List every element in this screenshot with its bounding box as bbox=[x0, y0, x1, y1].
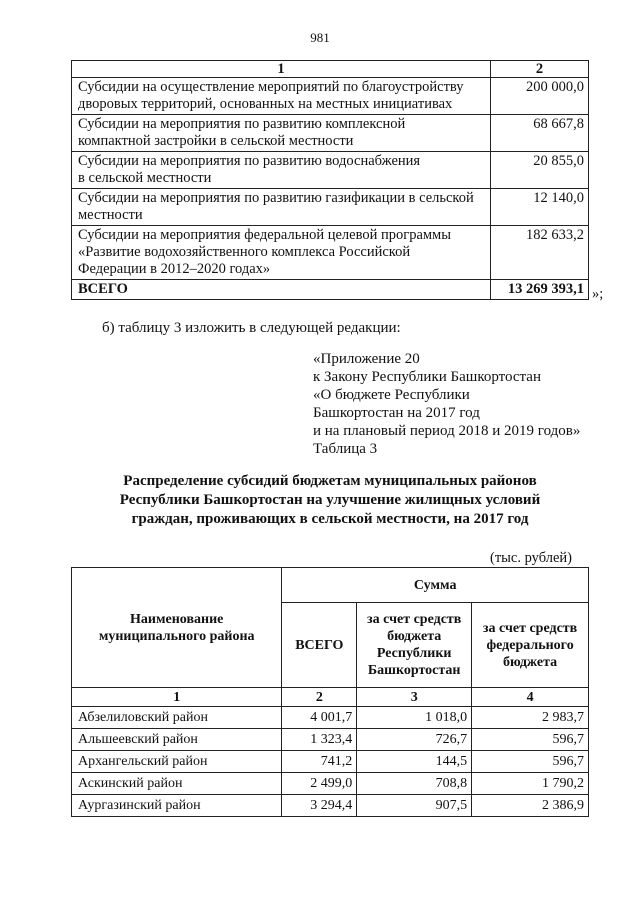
total-amount: 3 294,4 bbox=[282, 795, 357, 817]
total-row bbox=[72, 280, 589, 300]
total-amount: 4 001,7 bbox=[282, 707, 357, 729]
districts-table bbox=[71, 567, 589, 817]
column-numbers-row bbox=[72, 688, 589, 707]
closing-quote: »; bbox=[592, 286, 604, 302]
appendix-block bbox=[313, 350, 580, 458]
table-row bbox=[72, 795, 589, 817]
appendix-line: «Приложение 20 bbox=[313, 351, 420, 367]
subsidies-table bbox=[71, 60, 589, 300]
regional-amount: 907,5 bbox=[357, 795, 472, 817]
total-value: 13 269 393,1 bbox=[491, 280, 589, 300]
table-row bbox=[72, 189, 589, 226]
table-row bbox=[72, 729, 589, 751]
total-label: ВСЕГО bbox=[72, 280, 491, 300]
row-value: 182 633,2 bbox=[491, 226, 589, 280]
row-value: 20 855,0 bbox=[491, 152, 589, 189]
page-number: 981 bbox=[310, 30, 330, 45]
header-total: ВСЕГО bbox=[282, 603, 357, 688]
column-number-3: 3 bbox=[357, 688, 472, 707]
table-row bbox=[72, 152, 589, 189]
column-number-1: 1 bbox=[72, 61, 491, 78]
table-heading bbox=[80, 472, 580, 529]
header-sum: Сумма bbox=[282, 568, 589, 603]
table-row bbox=[72, 773, 589, 795]
amendment-paragraph: б) таблицу 3 изложить в следующей редакции: bbox=[102, 320, 401, 336]
regional-amount: 144,5 bbox=[357, 751, 472, 773]
row-name: Субсидии на мероприятия по развитию комплексной компактной застройки в сельской местности bbox=[72, 115, 491, 152]
table-row bbox=[72, 707, 589, 729]
table-row bbox=[72, 226, 589, 280]
header-district-name: Наименование муниципального района bbox=[72, 568, 282, 688]
district-name: Абзелиловский район bbox=[72, 707, 282, 729]
regional-amount: 708,8 bbox=[357, 773, 472, 795]
table-label: Таблица 3 bbox=[313, 441, 378, 457]
federal-amount: 596,7 bbox=[472, 729, 589, 751]
regional-amount: 1 018,0 bbox=[357, 707, 472, 729]
appendix-line: Башкортостан на 2017 год bbox=[313, 405, 480, 421]
appendix-line: и на плановый период 2018 и 2019 годов» bbox=[313, 423, 581, 439]
row-value: 12 140,0 bbox=[491, 189, 589, 226]
regional-amount: 726,7 bbox=[357, 729, 472, 751]
district-name: Аургазинский район bbox=[72, 795, 282, 817]
table-row bbox=[72, 78, 589, 115]
federal-amount: 2 386,9 bbox=[472, 795, 589, 817]
district-name: Архангельский район bbox=[72, 751, 282, 773]
row-name: Субсидии на мероприятия по развитию газификации в сельской местности bbox=[72, 189, 491, 226]
federal-amount: 1 790,2 bbox=[472, 773, 589, 795]
row-name: Субсидии на мероприятия по развитию водоснабжения в сельской местности bbox=[72, 152, 491, 189]
appendix-line: «О бюджете Республики bbox=[313, 387, 470, 403]
appendix-line: к Закону Республики Башкортостан bbox=[313, 369, 541, 385]
heading-line: Распределение субсидий бюджетам муниципальных районов bbox=[123, 473, 537, 489]
table-header-row bbox=[72, 568, 589, 603]
table-row bbox=[72, 751, 589, 773]
table-row bbox=[72, 115, 589, 152]
total-amount: 1 323,4 bbox=[282, 729, 357, 751]
federal-amount: 2 983,7 bbox=[472, 707, 589, 729]
federal-amount: 596,7 bbox=[472, 751, 589, 773]
header-federal-budget: за счет средств федерального бюджета bbox=[472, 603, 589, 688]
column-number-2: 2 bbox=[282, 688, 357, 707]
row-name: Субсидии на мероприятия федеральной целевой программы «Развитие водохозяйственного комплекса Российской Федерации в 2012–2020 годах» bbox=[72, 226, 491, 280]
row-value: 200 000,0 bbox=[491, 78, 589, 115]
table-header-row bbox=[72, 61, 589, 78]
district-name: Альшеевский район bbox=[72, 729, 282, 751]
total-amount: 741,2 bbox=[282, 751, 357, 773]
heading-line: граждан, проживающих в сельской местности, на 2017 год bbox=[131, 511, 529, 527]
row-value: 68 667,8 bbox=[491, 115, 589, 152]
units-label: (тыс. рублей) bbox=[490, 550, 572, 566]
row-name: Субсидии на осуществление мероприятий по благоустройству дворовых территорий, основанных на местных инициативах bbox=[72, 78, 491, 115]
total-amount: 2 499,0 bbox=[282, 773, 357, 795]
column-number-2: 2 bbox=[491, 61, 589, 78]
district-name: Аскинский район bbox=[72, 773, 282, 795]
heading-line: Республики Башкортостан на улучшение жилищных условий bbox=[119, 492, 541, 508]
header-regional-budget: за счет средств бюджета Республики Башкортостан bbox=[357, 603, 472, 688]
column-number-1: 1 bbox=[72, 688, 282, 707]
column-number-4: 4 bbox=[472, 688, 589, 707]
